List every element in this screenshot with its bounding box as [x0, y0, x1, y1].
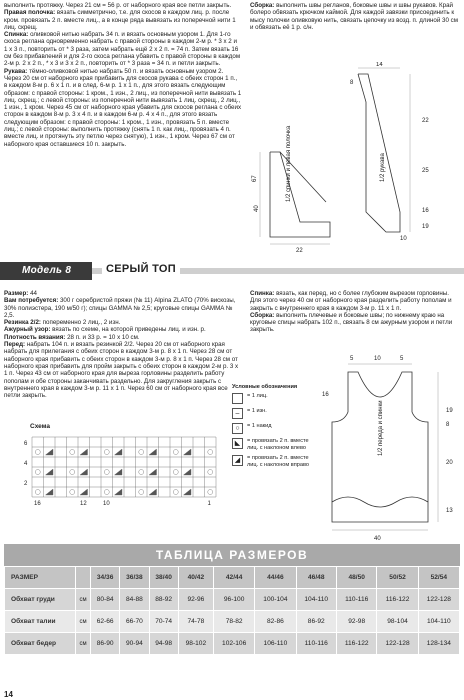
size-cell: РАЗМЕР	[5, 567, 76, 589]
top-diagram-label: 22	[296, 248, 303, 252]
page-number: 14	[4, 690, 13, 699]
model-number: Модель 8	[22, 265, 72, 276]
schema-col-label: 12	[80, 501, 87, 507]
bottom-right-text	[250, 290, 460, 334]
bottom-left-paragraph	[4, 290, 242, 297]
size-row	[5, 567, 460, 589]
model-title: СЕРЫЙ ТОП	[102, 263, 180, 275]
size-cell	[76, 567, 91, 589]
schema-row-label: 2	[24, 481, 28, 487]
size-cell: 46/48	[296, 567, 336, 589]
size-cell: 116-122	[377, 589, 418, 611]
top-diagram-label: 40	[254, 205, 260, 212]
schema-col-label: 16	[34, 501, 41, 507]
size-cell: 84-88	[120, 589, 149, 611]
top-diagram-label: 1/2 спинки и левая полочка	[286, 125, 292, 202]
size-cell: 38/40	[149, 567, 178, 589]
bottom-diagram-label: 1/2 переда и спинки	[378, 400, 384, 456]
legend-item	[232, 393, 312, 404]
top-left-body: тёмно-оливковой нитью набрать 50 п. и вязать основным узором 2. Через 20 см от наборного края прибавить для скосов рукава с обеих сторон 1 п., в каждом 8-м р. 6 х 1 п. и в след. 6-м р. 1 х 1 п., для этого вязать следующим образом: с правой стороны: 1 кром., 1 изн., 2 лиц., из поперечной нити вывязать 1 лиц. скрещ.; с левой стороны: из поперечной нити вывязать 1 лиц. скрещ., 2 лиц., 1 изн., 1 кром. Через 45 см от наборного края убавить для скосов реглана с обеих сторон в каждом 8-м р. 3 х 4 п. и в каждом 6-м р. 4 х 4 п., для этого вязать следующим образом: с правой стороны: 1 кром., 1 изн., провязать 5 п. вместе лиц.; с левой стороны: выполнить протяжку (снять 1 п. как лиц., провязать 4 п. вместе лиц. и протянуть эту петлю через снятую), 1 изн., 1 кром. Через 67 см от наборного края оставшиеся 10 п. закрыть.	[4, 67, 242, 148]
size-cell: 122-128	[377, 633, 418, 655]
legend-item	[232, 455, 312, 468]
legend-item	[232, 423, 312, 434]
bottom-left-paragraph	[4, 326, 242, 333]
bottom-diagram-label: 40	[374, 536, 381, 542]
size-row	[5, 611, 460, 633]
size-table-grid	[4, 566, 460, 655]
bottom-right-paragraph	[250, 312, 460, 334]
size-cell: см	[76, 633, 91, 655]
size-cell: 42/44	[214, 567, 255, 589]
size-cell: 70-74	[149, 611, 178, 633]
schema-row-label: 6	[24, 441, 28, 447]
size-cell: 122-128	[418, 589, 459, 611]
top-left-heading: Рукава:	[4, 67, 28, 75]
size-cell: 88-92	[149, 589, 178, 611]
legend-symbol: ◢	[232, 455, 243, 466]
size-table	[4, 544, 460, 655]
size-cell: см	[76, 611, 91, 633]
size-cell: 90-94	[120, 633, 149, 655]
size-cell: 98-102	[178, 633, 213, 655]
bottom-left-heading: Вам потребуется:	[4, 297, 59, 305]
top-left-body: вязать симметрично, т.е. для скосов в каждом лиц. р. после кром. провязать 2 п. вместе лиц., а в конце ряда вывязать из поперечной нити 1 лиц. скрещ.	[4, 9, 236, 31]
bottom-left-body: попеременно 2 лиц., 2 изн.	[40, 319, 121, 327]
legend	[232, 384, 312, 472]
top-diagram-label: 8	[350, 80, 354, 86]
top-diagram-label: 22	[422, 118, 429, 124]
size-cell: 62-66	[91, 611, 120, 633]
schema-row-label: 4	[24, 461, 28, 467]
top-right-paragraph	[250, 2, 460, 31]
size-cell: 92-98	[336, 611, 376, 633]
top-right-body: выполнить швы регланов, боковые швы и швы рукавов. Край болеро обвязать крючком каймой. Для каждой завязки присоединить к мысу полочки оливковую нить, связать цепочку из возд. п. длиной 30 см и обвязать её 1 р. с/н.	[250, 2, 458, 31]
size-cell: 100-104	[255, 589, 296, 611]
top-left-heading: Спинка:	[4, 31, 29, 39]
top-garment-diagram	[318, 352, 464, 542]
top-left-paragraph	[4, 68, 242, 148]
bottom-right-body: вязать, как перед, но с более глубоким вырезом горловины. Для этого через 40 см от наборного края разделить работу пополам и закрыть с внутреннего края в каждом 3-м р. 11 х 1 п.	[250, 290, 452, 312]
bottom-right-body: выполнить плечевые и боковые швы; по нижнему краю на круговые спицы набрать 102 п., связать 8 см ажурным узором и петли закрыть.	[250, 311, 453, 334]
bottom-left-paragraph	[4, 319, 242, 326]
bottom-left-body: набрать 104 п. и вязать резинкой 2/2. Через 20 см от наборного края набрать для прилегания с обеих сторон в каждом 3-м р. 8 х 1 п. Через 28 см от наборного края прибавить с обеих сторон в каждом 3-м р. 8 х 1 п. Через 28 см от наборного края прибавить для пройм закрыть с обеих сторон в каждом 2-м р. 3 х 1 п. Через 43 см от наборного края для выреза горловины разделить работу пополам и обе стороны заканчивать раздельно. Для закругления закрыть с внутреннего края в каждом 3-м р. 11 х 1 п. Через 60 см от наборного края все петли закрыть.	[4, 341, 239, 400]
bottom-left-body: 28 п. и 33 р. = 10 х 10 см.	[65, 333, 140, 341]
bottom-diagram-label: 5	[350, 356, 354, 362]
schema-title: Схема	[30, 423, 51, 430]
top-left-paragraph	[4, 9, 242, 31]
bottom-left-body: 44	[28, 290, 37, 297]
size-cell: 116-122	[336, 633, 376, 655]
top-diagram-label: 16	[422, 208, 429, 214]
size-cell: 66-70	[120, 611, 149, 633]
top-diagram-label: 67	[252, 175, 258, 182]
section-header	[0, 262, 464, 280]
legend-text: = провязать 2 п. вместе лиц. с наклоном вправо	[247, 455, 310, 468]
size-cell: 86-90	[91, 633, 120, 655]
size-cell: 50/52	[377, 567, 418, 589]
size-cell: 48/50	[336, 567, 376, 589]
bottom-left-body: 300 г серебристой пряжи (№ 11) Alpina ZLATO (70% вискозы, 30% полиэстера, 190 м/50 г); спицы GAMMA № 2,5; круговые спицы GAMMA № 2,5.	[4, 297, 236, 319]
size-row	[5, 589, 460, 611]
size-cell: Обхват бедер	[5, 633, 76, 655]
legend-item	[232, 438, 312, 451]
bottom-left-heading: Перед:	[4, 341, 26, 349]
size-cell: 36/38	[120, 567, 149, 589]
bottom-diagram-label: 8	[446, 422, 450, 428]
legend-symbol: ◣	[232, 438, 243, 449]
legend-title: Условные обозначения	[232, 384, 298, 390]
legend-text: = 1 лиц.	[247, 393, 268, 400]
size-cell: Обхват талии	[5, 611, 76, 633]
size-table-title: ТАБЛИЦА РАЗМЕРОВ	[4, 544, 460, 566]
size-cell: 92-96	[178, 589, 213, 611]
size-cell: 86-92	[296, 611, 336, 633]
top-right-text	[250, 2, 460, 31]
top-diagram-label: 25	[422, 168, 429, 174]
size-cell: 110-116	[336, 589, 376, 611]
bottom-right-paragraph	[250, 290, 460, 312]
bottom-left-heading: Плотность вязания:	[4, 333, 66, 341]
size-cell: 104-110	[296, 589, 336, 611]
top-right-heading: Сборка:	[250, 2, 275, 9]
top-diagram-label: 10	[400, 236, 407, 242]
legend-symbol	[232, 393, 243, 404]
top-left-body: оливковой нитью набрать 34 п. и вязать основным узором 1. Для 1-го скоса реглана одновременно набрать с правой стороны в каждом 2-м р. * 3 х 2 и 1 х 3 п., повторить от * 3 раза, затем набрать ещё 2 х 2 п. = 74 п. Затем вязать 16 см без прибавлений и для 2-го скоса реглана убавить с правой стороны в каждом 2-м р. 2 х 2 п., * х 3 и 3 х 2 п., повторить от * 3 раза = 34 п. и петли закрыть.	[4, 31, 241, 68]
legend-symbol: ○	[232, 423, 243, 434]
bottom-left-body: вязать по схеме, на которой приведены лиц. и изн. р.	[50, 326, 206, 334]
size-cell: 44/46	[255, 567, 296, 589]
size-cell: 104-110	[418, 611, 459, 633]
knitting-schema	[22, 431, 232, 511]
size-cell: 82-86	[255, 611, 296, 633]
legend-text: = провязать 2 п. вместе лиц. с наклоном влево	[247, 438, 309, 451]
schema-col-label: 10	[103, 501, 110, 507]
size-cell: 52/54	[418, 567, 459, 589]
bottom-diagram-label: 16	[322, 392, 329, 398]
size-cell: 40/42	[178, 567, 213, 589]
bottom-diagram-label: 20	[446, 460, 453, 466]
legend-text: = 1 накид	[247, 423, 272, 430]
legend-text: = 1 изн.	[247, 408, 267, 415]
bottom-diagram-label: 5	[400, 356, 404, 362]
bottom-diagram-label: 13	[446, 508, 453, 514]
bottom-left-paragraph	[4, 297, 242, 319]
bottom-right-heading: Сборка:	[250, 311, 275, 319]
top-diagram-label: 14	[376, 62, 383, 68]
bottom-left-paragraph	[4, 341, 242, 399]
bottom-diagram-label: 10	[374, 356, 381, 362]
top-left-text	[4, 2, 242, 148]
size-cell: 80-84	[91, 589, 120, 611]
top-diagram-label: 1/2 рукава	[380, 153, 386, 182]
size-cell: 34/36	[91, 567, 120, 589]
size-cell: см	[76, 589, 91, 611]
size-cell: 74-78	[178, 611, 213, 633]
size-row	[5, 633, 460, 655]
bottom-right-heading: Спинка:	[250, 290, 275, 297]
top-left-paragraph	[4, 31, 242, 67]
legend-symbol: –	[232, 408, 243, 419]
top-left-heading: Правая полочка:	[4, 9, 56, 17]
top-left-paragraph	[4, 2, 242, 9]
legend-item	[232, 408, 312, 419]
size-cell: 96-100	[214, 589, 255, 611]
size-cell: 110-116	[296, 633, 336, 655]
bottom-left-heading: Ажурный узор:	[4, 326, 51, 334]
top-left-body: выполнить протяжку. Через 21 см = 56 р. от наборного края все петли закрыть.	[4, 2, 232, 9]
size-cell: 128-134	[418, 633, 459, 655]
bottom-left-text	[4, 290, 242, 399]
size-cell: 102-106	[214, 633, 255, 655]
size-cell: 98-104	[377, 611, 418, 633]
size-cell: 94-98	[149, 633, 178, 655]
size-cell: 106-110	[255, 633, 296, 655]
size-cell: 78-82	[214, 611, 255, 633]
schema-col-label: 1	[207, 501, 211, 507]
bottom-left-heading: Резинка 2/2:	[4, 319, 41, 327]
bottom-left-paragraph	[4, 334, 242, 341]
size-cell: Обхват груди	[5, 589, 76, 611]
top-diagram-label: 19	[422, 224, 429, 230]
bottom-diagram-label: 19	[446, 408, 453, 414]
bottom-left-heading: Размер:	[4, 290, 29, 297]
top-pattern-diagram	[250, 62, 464, 252]
